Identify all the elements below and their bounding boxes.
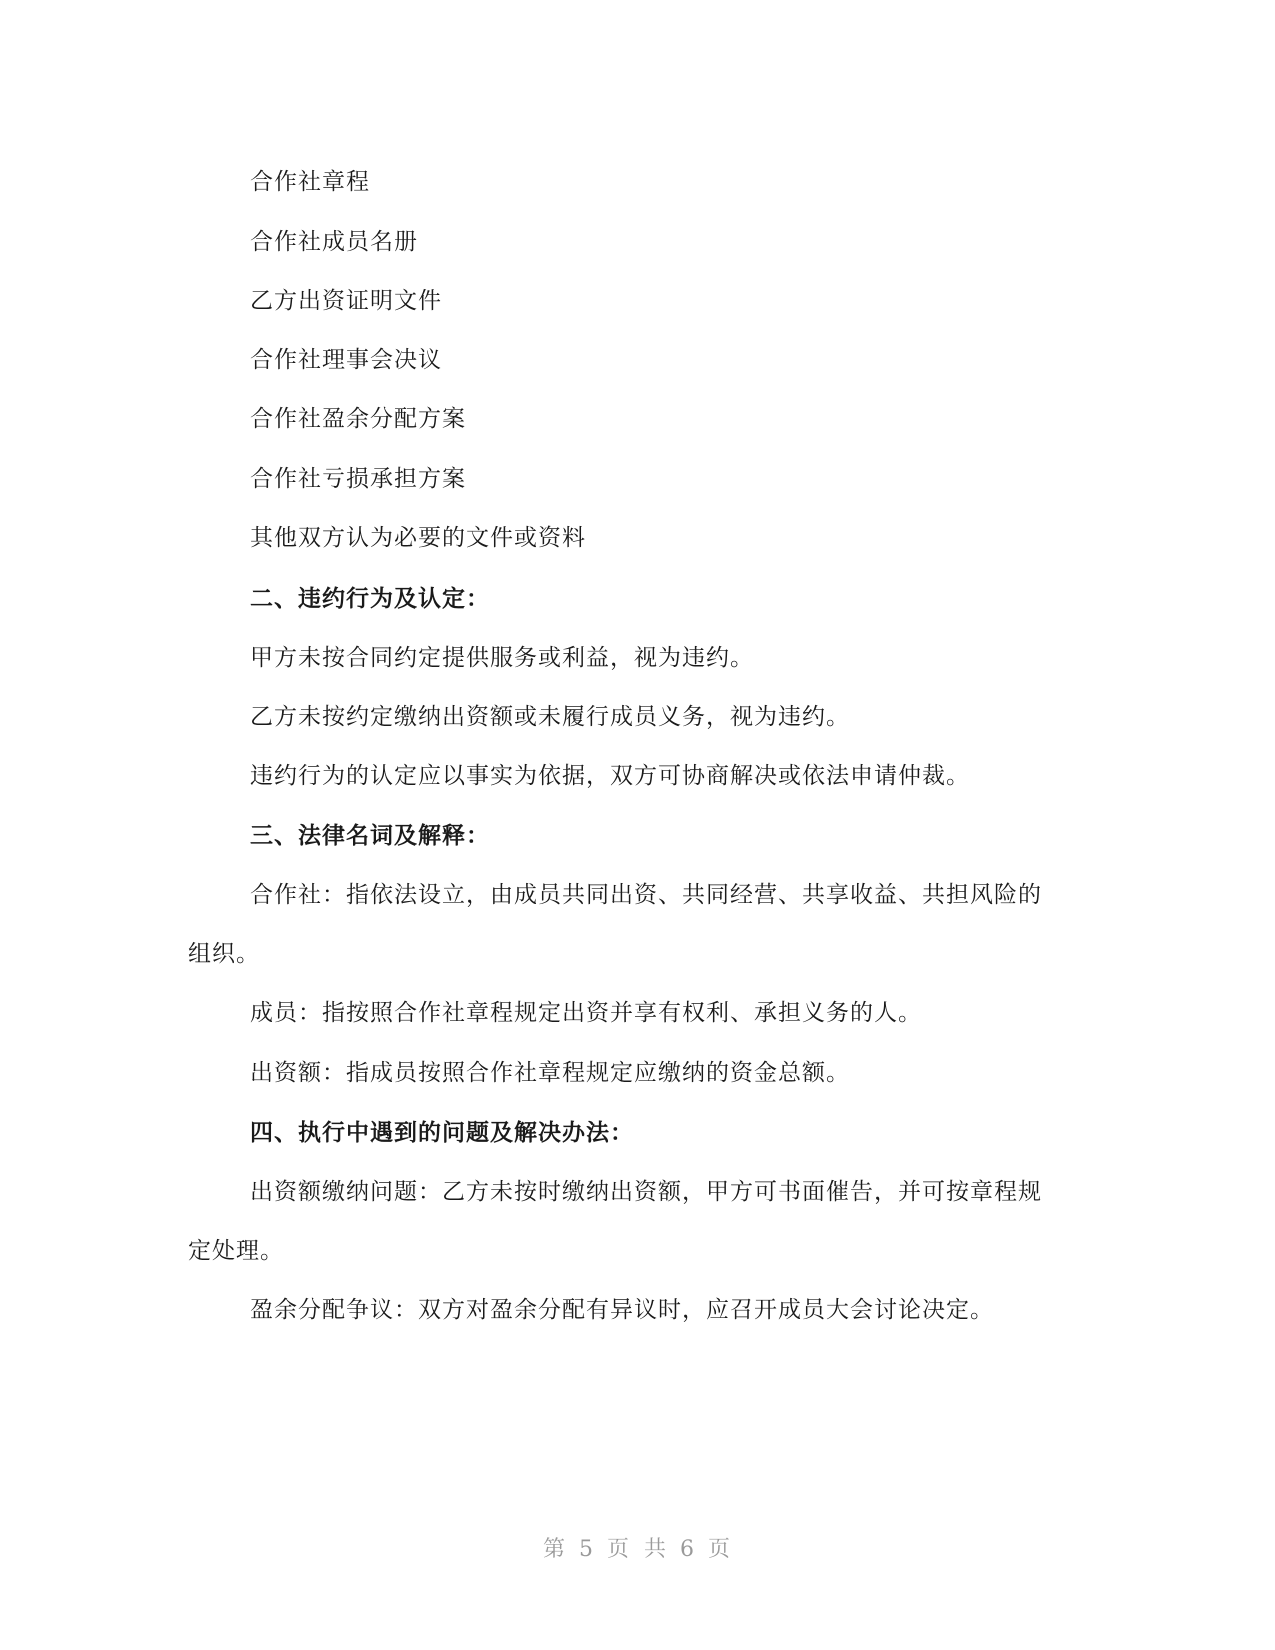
breach-paragraph: 乙方未按约定缴纳出资额或未履行成员义务，视为违约。 xyxy=(250,704,850,730)
definition-member: 成员：指按照合作社章程规定出资并享有权利、承担义务的人。 xyxy=(250,1000,922,1026)
footer-prefix: 第 xyxy=(542,1537,567,1562)
issue-payment-continued: 定处理。 xyxy=(188,1238,284,1264)
footer-suffix: 页 xyxy=(708,1537,733,1562)
issue-payment: 出资额缴纳问题：乙方未按时缴纳出资额，甲方可书面催告，并可按章程规 xyxy=(250,1179,1042,1205)
breach-paragraph: 甲方未按合同约定提供服务或利益，视为违约。 xyxy=(250,645,754,671)
page-footer xyxy=(0,1532,1275,1563)
definition-cooperative: 合作社：指依法设立，由成员共同出资、共同经营、共享收益、共担风险的 xyxy=(250,882,1042,908)
attachment-item: 合作社理事会决议 xyxy=(250,347,442,373)
attachment-item: 乙方出资证明文件 xyxy=(250,288,442,314)
section-heading-issues: 四、执行中遇到的问题及解决办法： xyxy=(250,1119,634,1146)
definition-capital: 出资额：指成员按照合作社章程规定应缴纳的资金总额。 xyxy=(250,1060,850,1086)
footer-total-pages: 6 xyxy=(680,1537,696,1562)
section-heading-legal-terms: 三、法律名词及解释： xyxy=(250,822,490,849)
issue-surplus: 盈余分配争议：双方对盈余分配有异议时，应召开成员大会讨论决定。 xyxy=(250,1297,994,1323)
breach-paragraph: 违约行为的认定应以事实为依据，双方可协商解决或依法申请仲裁。 xyxy=(250,763,970,789)
section-heading-breach: 二、违约行为及认定： xyxy=(250,585,490,612)
attachment-item: 合作社亏损承担方案 xyxy=(250,466,466,492)
definition-cooperative-continued: 组织。 xyxy=(188,941,260,967)
attachment-item: 合作社盈余分配方案 xyxy=(250,406,466,432)
attachment-item: 合作社章程 xyxy=(250,169,370,195)
attachment-item: 合作社成员名册 xyxy=(250,229,418,255)
attachment-item: 其他双方认为必要的文件或资料 xyxy=(250,525,586,551)
footer-current-page: 5 xyxy=(579,1537,595,1562)
footer-middle: 页 共 xyxy=(607,1537,668,1562)
